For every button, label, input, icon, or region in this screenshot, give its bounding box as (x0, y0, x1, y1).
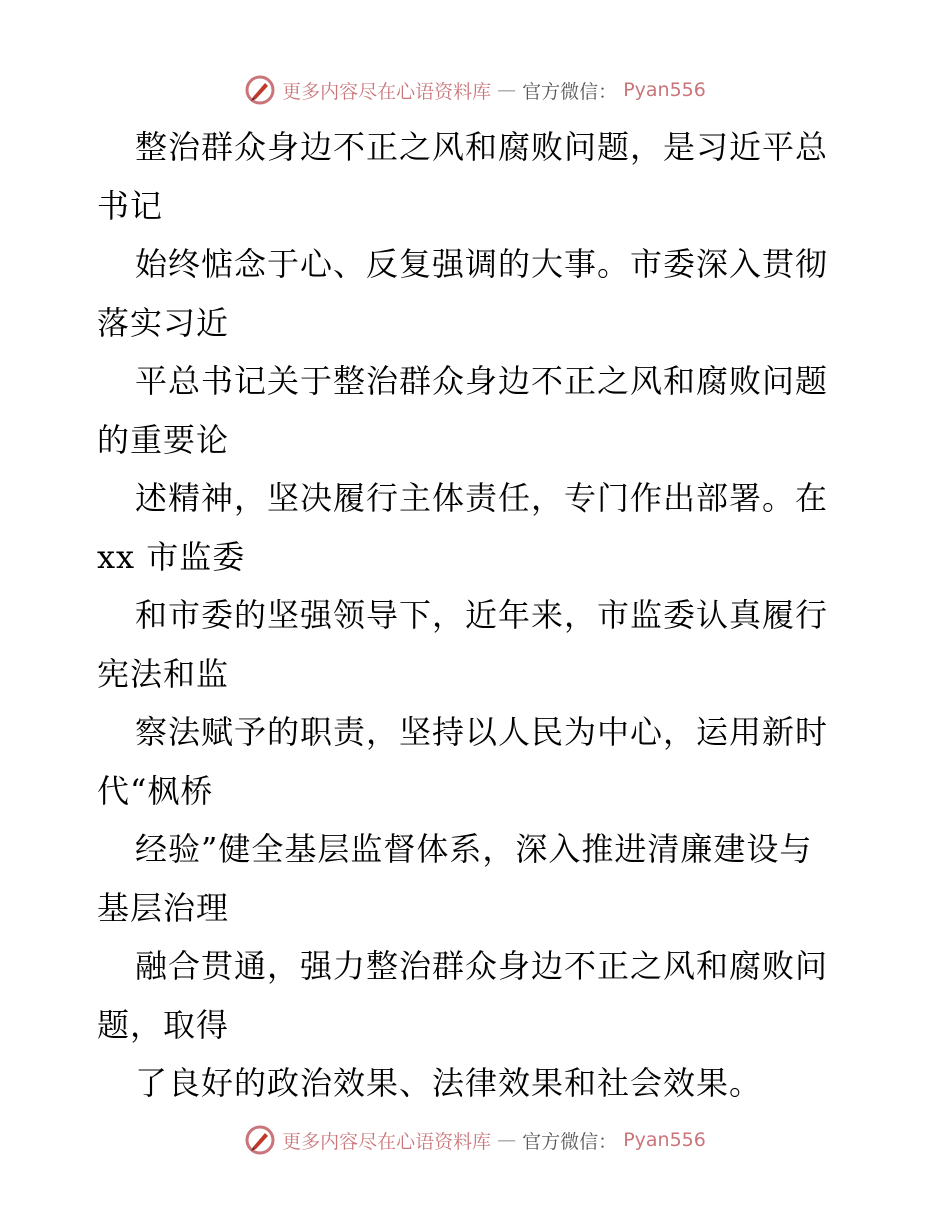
text-line: 述精神，坚决履行主体责任，专门作出部署。在 (135, 479, 829, 517)
text-line: 察法赋予的职责，坚持以人民为中心，运用新时 (135, 713, 829, 751)
watermark-dash: — (497, 79, 517, 101)
text-line: 融合贯通，强力整治群众身边不正之风和腐败问 (135, 947, 829, 985)
text-line: 的重要论 (97, 420, 230, 459)
text-line: 平总书记关于整治群众身边不正之风和腐败问题 (135, 362, 829, 400)
watermark-label: 官方微信： (522, 1130, 618, 1153)
text-line: 题，取得 (97, 1005, 230, 1044)
text-line: 整治群众身边不正之风和腐败问题，是习近平总 (135, 128, 829, 166)
text-line: 始终惦念于心、反复强调的大事。市委深入贯彻 (135, 245, 829, 283)
header-watermark (0, 70, 950, 110)
text-line: 经验”健全基层监督体系，深入推进清廉建设与 (135, 830, 813, 868)
text-line: 代“枫桥 (97, 771, 214, 810)
text-line: xx 市监委 (97, 537, 246, 576)
text-line: 落实习近 (97, 303, 230, 342)
text-line: 基层治理 (97, 888, 230, 927)
text-line: 宪法和监 (97, 654, 230, 693)
watermark-id: Pyan556 (623, 79, 706, 101)
pen-logo-icon (244, 1124, 276, 1156)
watermark-text: 更多内容尽在心语资料库 (282, 80, 492, 103)
watermark-label: 官方微信： (522, 80, 618, 103)
watermark-id: Pyan556 (623, 1129, 706, 1151)
text-line: 了良好的政治效果、法律效果和社会效果。 (135, 1064, 763, 1102)
watermark-text: 更多内容尽在心语资料库 (282, 1130, 492, 1153)
document-body (97, 118, 857, 1113)
text-line: 和市委的坚强领导下，近年来，市监委认真履行 (135, 596, 829, 634)
watermark-dash: — (497, 1129, 517, 1151)
footer-watermark (0, 1120, 950, 1160)
pen-logo-icon (244, 74, 276, 106)
text-line: 书记 (97, 186, 164, 225)
